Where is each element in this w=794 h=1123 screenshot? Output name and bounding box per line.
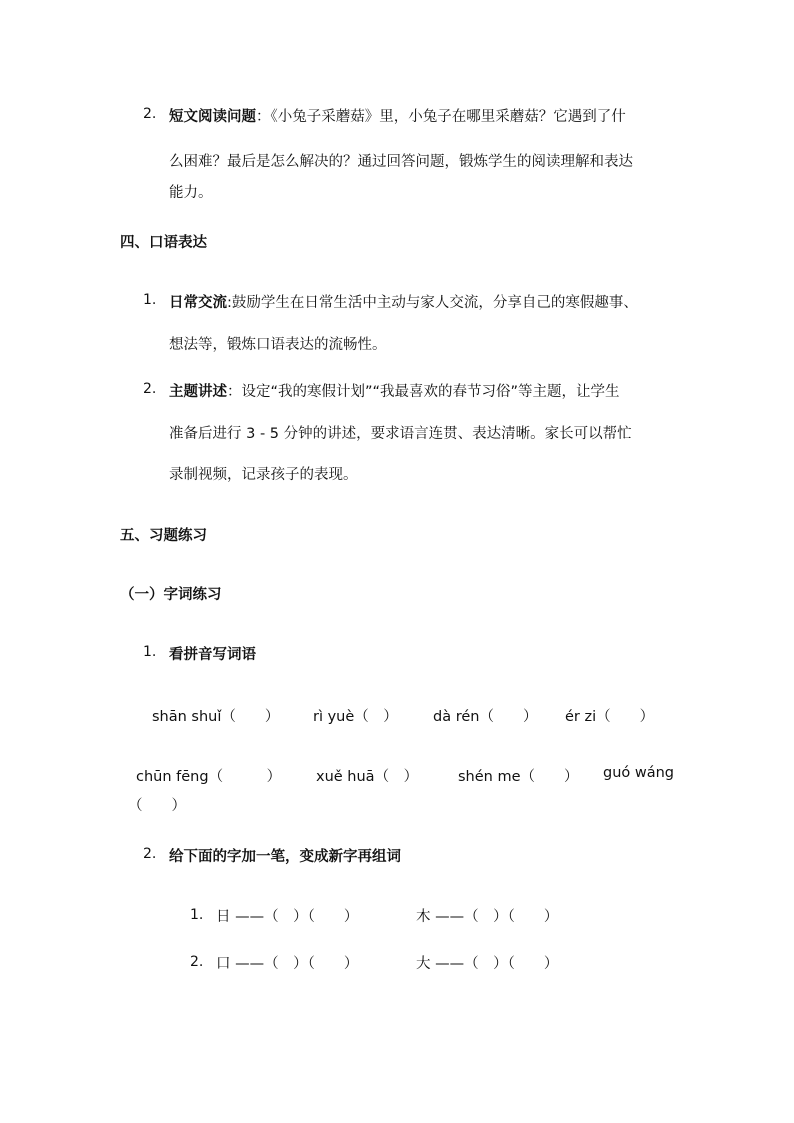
task1-title: 看拼音写词语 [169,647,256,663]
task2-row-b: 大 ——（ ）（ ） [416,956,559,972]
section5-subheading: （一）字词练习 [120,587,222,603]
section4-item1-number: 1. [143,292,157,308]
pinyin-item: rì yuè（ ） [313,709,398,725]
pinyin-item: shān shuǐ（ ） [152,709,280,725]
pinyin-item: shén me（ ） [458,769,579,785]
reading-item2-line1 [169,105,626,126]
section4-item2-text1: 设定“我的寒假计划”“我最喜欢的春节习俗”等主题，让学生 [241,384,620,400]
section4-item1-line1 [169,291,638,312]
reading-item2-colon: ： [256,109,271,125]
pinyin-item: guó wáng [603,765,675,781]
section4-item2-colon: ： [227,384,242,400]
pinyin-item: ér zi（ ） [565,709,655,725]
section5-heading: 五、习题练习 [120,528,207,544]
pinyin-item: dà rén（ ） [433,709,538,725]
task2-row-a: 日 ——（ ）（ ） [216,909,359,925]
task2-row-number: 1. [190,907,204,923]
task2-row-b: 木 ——（ ）（ ） [416,909,559,925]
pinyin-item: chūn fēng（ ） [136,769,282,785]
section4-item2-label: 主题讲述 [169,384,227,400]
section4-item1-line2: 想法等，锻炼口语表达的流畅性。 [169,337,387,353]
section4-item2-line2: 准备后进行 3 - 5 分钟的讲述，要求语言连贯、表达清晰。家长可以帮忙 [169,426,632,442]
reading-item2-line3: 能力。 [169,185,213,201]
section4-item2-number: 2. [143,381,157,397]
task2-row-number: 2. [190,954,204,970]
section4-heading: 四、口语表达 [120,235,207,251]
section4-item1-label: 日常交流 [169,295,227,311]
section4-item1-colon: : [227,295,232,311]
reading-item2-line2: 么困难？最后是怎么解决的？通过回答问题，锻炼学生的阅读理解和表达 [169,154,633,170]
task2-row-a: 口 ——（ ）（ ） [216,956,359,972]
task2-number: 2. [143,846,157,862]
task1-number: 1. [143,644,157,660]
reading-item2-label: 短文阅读问题 [169,109,256,125]
pinyin-item-wrap: （ ） [128,798,186,814]
section4-item2-line3: 录制视频，记录孩子的表现。 [169,467,358,483]
reading-item2-number: 2. [143,106,157,122]
reading-item2-text1: 《小兔子采蘑菇》里，小兔子在哪里采蘑菇？它遇到了什 [270,109,626,125]
section4-item1-text1: 鼓励学生在日常生活中主动与家人交流，分享自己的寒假趣事、 [231,295,638,311]
pinyin-item: xuě huā（ ） [316,769,419,785]
section4-item2-line1 [169,380,620,401]
task2-title: 给下面的字加一笔，变成新字再组词 [169,849,401,865]
